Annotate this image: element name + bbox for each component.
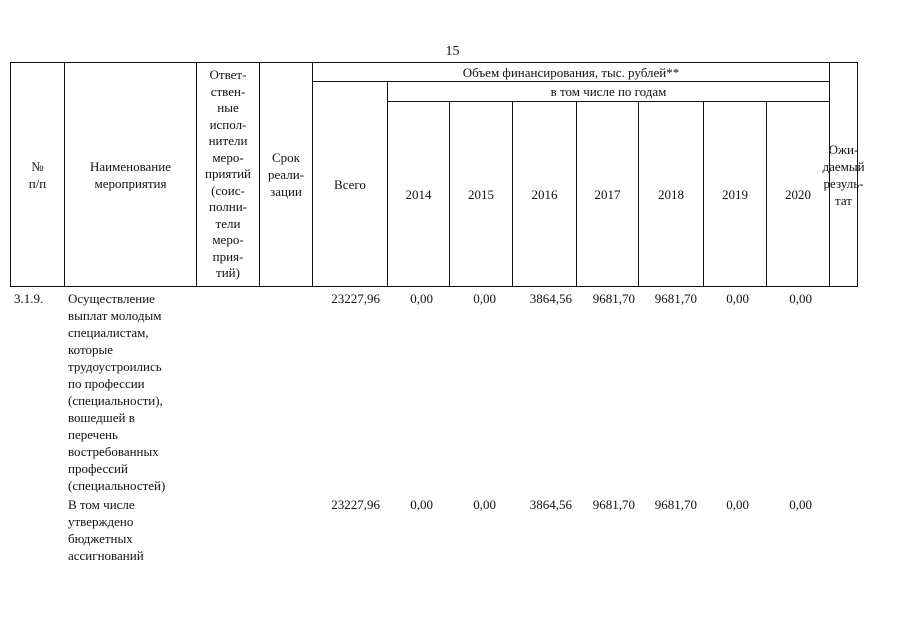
header-funding-group: Объем финансирования, тыс. рублей** (462, 64, 680, 80)
row-1-2014: 0,00 (410, 291, 433, 306)
row-1-2017: 9681,70 (592, 291, 635, 306)
header-total: Всего (334, 176, 366, 192)
row-2-2016: 3864,56 (529, 497, 572, 512)
header-responsible: Ответ- ствен- ные испол- нители меро- приятий (соис- полни- тели меро- прия- тий) (205, 67, 251, 281)
row-1-2020: 0,00 (789, 291, 812, 306)
header-year-2014: 2014 (405, 186, 432, 202)
header-year-2015: 2015 (468, 186, 494, 202)
row-2-2018: 9681,70 (654, 497, 697, 512)
header-name: Наименование мероприятия (90, 158, 171, 191)
page-number: 15 (445, 44, 460, 59)
header-year-2020: 2020 (785, 186, 811, 202)
header-num: № п/п (28, 158, 47, 191)
row-1-2018: 9681,70 (654, 291, 697, 306)
row-1-total: 23227,96 (331, 291, 380, 306)
header-term: Срок реали- зации (267, 150, 305, 199)
header-result: Ожи- даемый резуль- тат (822, 141, 865, 208)
row-1-2015: 0,00 (473, 291, 496, 306)
row-2-name: В том числе утверждено бюджетных ассигнований (68, 497, 144, 563)
row-2-2017: 9681,70 (592, 497, 635, 512)
header-year-2016: 2016 (531, 186, 558, 202)
row-1-2019: 0,00 (726, 291, 749, 306)
row-1-name: Осуществление выплат молодым специалистам, которые трудоустроились по профессии (специальности), вошедшей в перечень востребованных профессий (специальностей) (68, 291, 166, 493)
row-1-num: 3.1.9. (14, 291, 44, 306)
header-years-group: в том числе по годам (550, 84, 667, 99)
row-2-2020: 0,00 (789, 497, 812, 512)
header-year-2019: 2019 (722, 186, 748, 202)
row-1-2016: 3864,56 (529, 291, 572, 306)
row-2-total: 23227,96 (331, 497, 380, 512)
header-year-2017: 2017 (594, 186, 621, 202)
row-2-2019: 0,00 (726, 497, 749, 512)
header-year-2018: 2018 (658, 186, 684, 202)
row-2-2015: 0,00 (473, 497, 496, 512)
row-2-2014: 0,00 (410, 497, 433, 512)
